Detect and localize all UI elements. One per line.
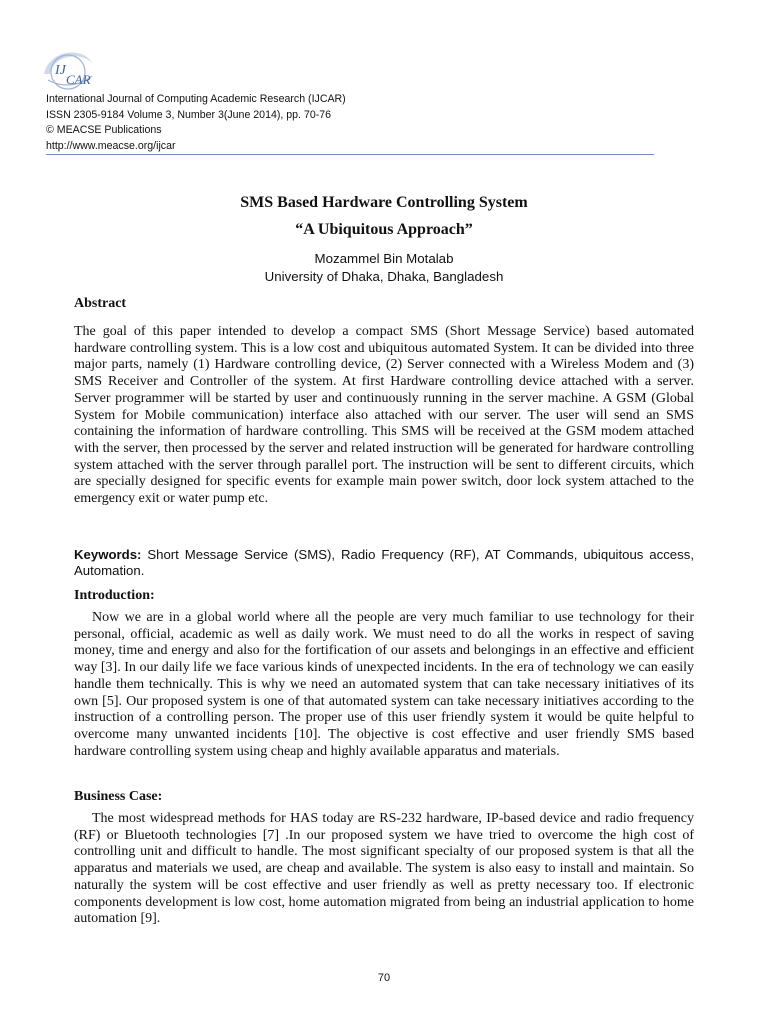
journal-logo [38,44,100,96]
journal-name: International Journal of Computing Academic Research (IJCAR) [46,93,346,105]
keywords [74,547,694,578]
page-number: 70 [377,972,391,984]
svg-text:IJ: IJ [55,63,66,78]
paper-title: SMS Based Hardware Controlling System [240,194,528,211]
keywords-label: Keywords: [74,547,142,562]
author-block [0,250,768,285]
introduction-heading: Introduction: [74,588,155,603]
ijcar-logo-icon [38,44,100,96]
svg-text:CAR: CAR [66,72,91,87]
journal-url[interactable]: http://www.meacse.org/ijcar [46,139,176,152]
abstract-heading: Abstract [74,296,127,311]
journal-issn: ISSN 2305-9184 Volume 3, Number 3(June 2014), pp. 70-76 [46,108,332,121]
introduction-text: Now we are in a global world where all the people are very much familiar to use technology for their personal, official, academic as well as daily work. We must need to do all the works in respect of saving money, time and energy and also for the fortification of our assets and belongings in an effective and efficient way [3]. In our daily life we face various kinds of unexpected incidents. In the era of technology we can easily handle them technically. This is why we need an automated system that can take necessary initiatives of its own [5]. Our proposed system is one of that automated system can take necessary initiatives according to the instruction of a controlling person. The proper use of this user friendly system it would be quite helpful to overcome many unwanted incidents [10]. The objective is cost effective and user friendly SMS based hardware controlling system using cheap and highly available apparatus and materials. [74,610,694,759]
journal-publisher: © MEACSE Publications [46,124,162,136]
author-affiliation: University of Dhaka, Dhaka, Bangladesh [264,268,504,284]
journal-header [46,92,656,154]
keywords-text: Short Message Service (SMS), Radio Frequency (RF), AT Commands, ubiquitous access, Automation. [74,547,694,578]
paper-subtitle: “A Ubiquitous Approach” [295,221,473,238]
author-name: Mozammel Bin Motalab [314,251,454,266]
business-case-text: The most widespread methods for HAS today are RS-232 hardware, IP-based device and radio frequency (RF) or Bluetooth technologies [7] .In our proposed system we have tried to overcome the high cost of controlling unit and difficult to handle. The most significant specialty of our proposed system is that all the apparatus and materials we used, are cheap and available. The system is also easy to install and maintain. So naturally the system will be cost effective and user friendly as well as pretty necessary too. If electronic components development is low cost, home automation migrated from being an industrial application to home automation [9]. [74,811,694,927]
business-case-heading: Business Case: [74,789,163,804]
abstract-text: The goal of this paper intended to develop a compact SMS (Short Message Service) based automated hardware controlling system. This is a low cost and ubiquitous automated System. It can be divided into three major parts, namely (1) Hardware controlling device, (2) Server connected with a Wireless Modem and (3) SMS Receiver and Controller of the system. At first Hardware controlling device attached with a server. Server programmer will be started by user and continuously running in the server machine. A GSM (Global System for Mobile communication) interface also attached with our server. The user will send an SMS containing the information of hardware controlling. This SMS will be received at the GSM modem attached with the server, then processed by the server and related instruction will be generated for hardware controlling system attached with the server through parallel port. The instruction will be sent to different circuits, which are specially designed for specific events for example main power switch, door lock system attached to the emergency exit or water pump etc. [74,324,694,507]
header-divider [46,154,654,155]
